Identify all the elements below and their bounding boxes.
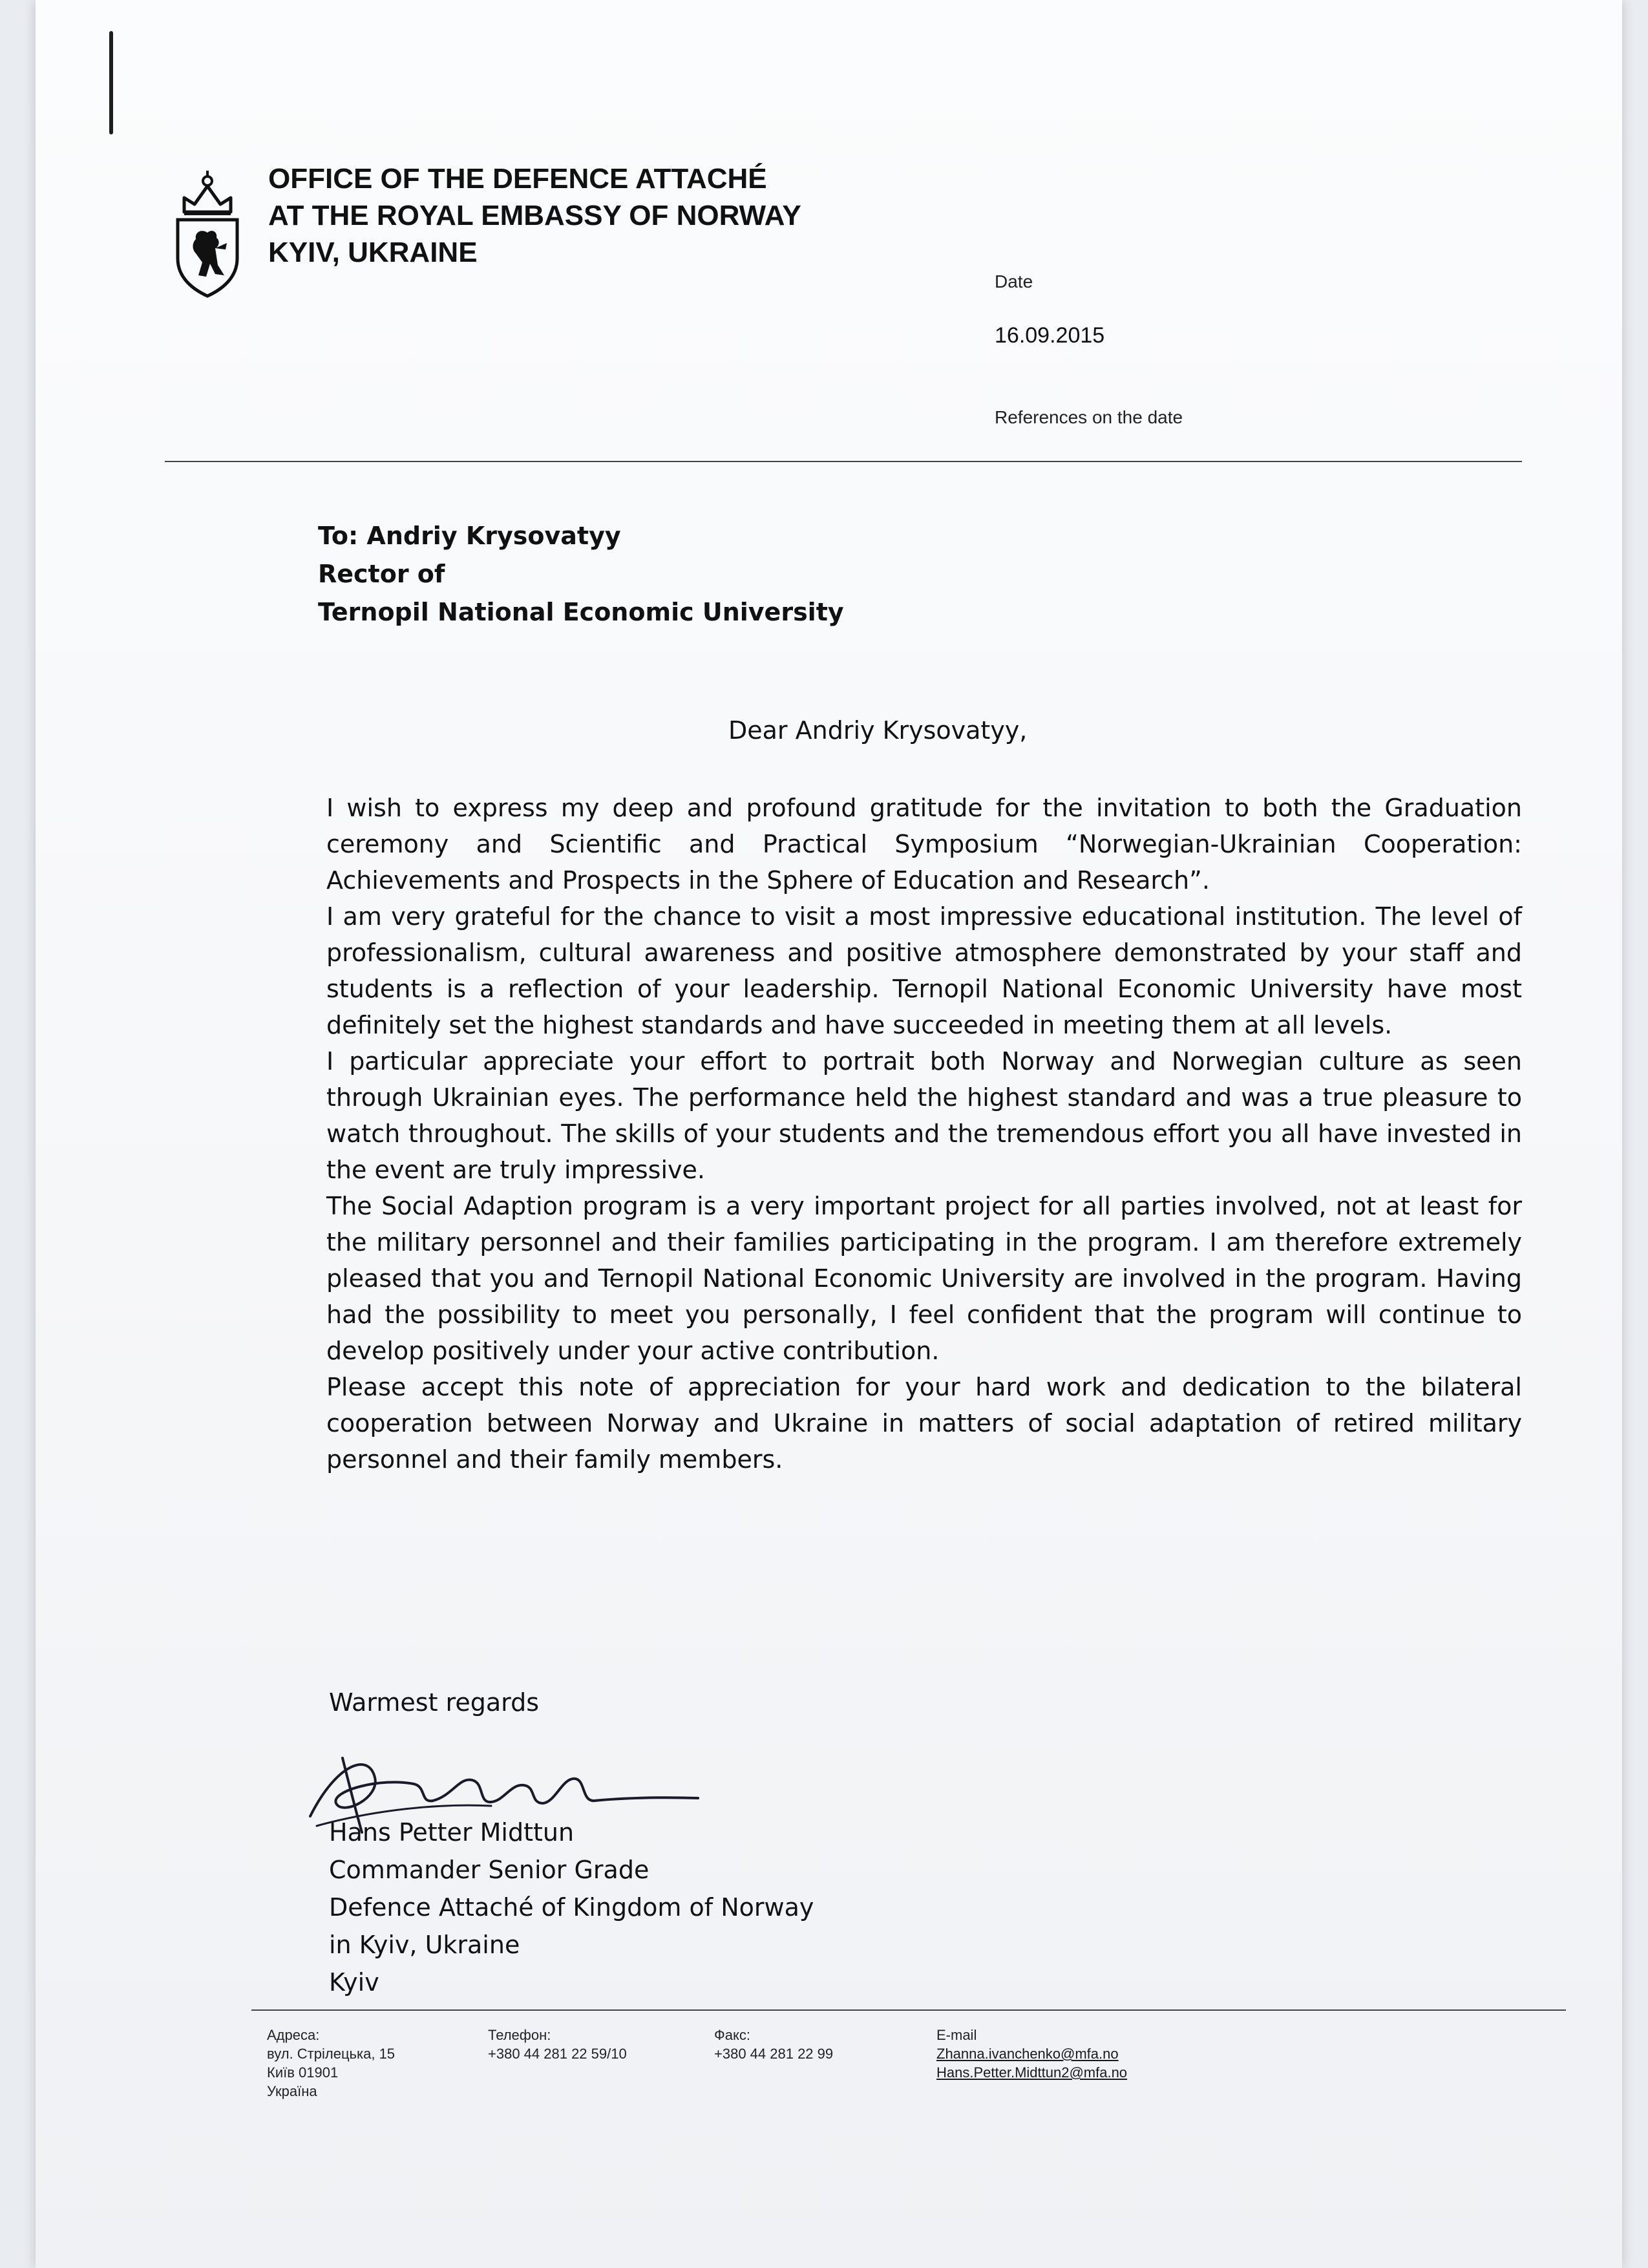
body-paragraph: Please accept this note of appreciation for your hard work and dedication to the bilateral cooperation between Norway and Ukraine in matters of social adaptation of retired military personnel and their family members.	[326, 1373, 1522, 1474]
recipient-block	[318, 517, 844, 631]
letterhead-line: OFFICE OF THE DEFENCE ATTACHÉ	[268, 163, 767, 195]
body-paragraph: I wish to express my deep and profound gratitude for the invitation to both the Graduation ceremony and Scientific and Practical Symposium “Norwegian-Ukrainian Cooperation: Achievements and Prospects in the Sphere of Education and Research”.	[326, 794, 1522, 895]
address-label: Адреса:	[267, 2027, 320, 2043]
salutation: Dear Andriy Krysovatyy,	[728, 716, 1028, 745]
address-line: Україна	[267, 2083, 317, 2099]
footer-phone	[488, 2026, 627, 2063]
letterhead-line: AT THE ROYAL EMBASSY OF NORWAY	[268, 200, 801, 231]
body-paragraph: The Social Adaption program is a very important project for all parties involved, not at least for the military personnel and their families participating in the program. I am therefore extremely pleased that you and Ternopil National Economic University are involved in the program. Having had the possibility to meet you personally, I feel confident that the program will continue to develop positively under your active contribution.	[326, 1192, 1522, 1365]
footer-email	[936, 2026, 1127, 2082]
footer-address	[267, 2026, 395, 2101]
signer-block	[329, 1814, 814, 2001]
fax-label: Факс:	[714, 2027, 750, 2043]
signer-title: Defence Attaché of Kingdom of Norway	[329, 1893, 814, 1922]
letterhead	[268, 160, 801, 271]
letter-body	[326, 790, 1522, 1478]
phone-value: +380 44 281 22 59/10	[488, 2046, 627, 2062]
address-line: Київ 01901	[267, 2064, 339, 2081]
scan-edge-mark	[109, 31, 113, 134]
email-link[interactable]: Hans.Petter.Midttun2@mfa.no	[936, 2064, 1128, 2081]
body-paragraph: I particular appreciate your effort to portrait both Norway and Norwegian culture as seen through Ukrainian eyes. The performance held the highest standard and was a true pleasure to watch throughout. The skills of your students and the tremendous effort you all have invested in the event are truly impressive.	[326, 1047, 1522, 1184]
letterhead-line: KYIV, UKRAINE	[268, 237, 478, 268]
footer-divider	[251, 2009, 1566, 2011]
footer-fax	[714, 2026, 833, 2063]
norway-coat-of-arms-icon	[173, 167, 242, 299]
date-value: 16.09.2015	[995, 323, 1105, 348]
closing: Warmest regards	[329, 1688, 540, 1717]
header-divider	[165, 461, 1522, 462]
address-line: вул. Стрілецька, 15	[267, 2046, 396, 2062]
email-label: E-mail	[936, 2027, 977, 2043]
fax-value: +380 44 281 22 99	[714, 2046, 834, 2062]
signer-rank: Commander Senior Grade	[329, 1856, 650, 1884]
date-label: Date	[995, 271, 1033, 291]
body-paragraph: I am very grateful for the chance to visit a most impressive educational institution. The level of professionalism, cultural awareness and positive atmosphere demonstrated by your staff and students is a reflection of your leadership. Ternopil National Economic University have most definitely set the highest standards and have succeeded in meeting them at all levels.	[326, 902, 1522, 1039]
signer-city: Kyiv	[329, 1968, 379, 1997]
phone-label: Телефон:	[488, 2027, 551, 2043]
signer-name: Hans Petter Midttun	[329, 1818, 575, 1847]
email-link[interactable]: Zhanna.ivanchenko@mfa.no	[936, 2046, 1119, 2062]
recipient-name: To: Andriy Krysovatyy	[318, 522, 621, 550]
recipient-institution: Ternopil National Economic University	[318, 598, 844, 626]
letter-page	[36, 0, 1622, 2268]
references-label: References on the date	[995, 407, 1183, 427]
signer-location: in Kyiv, Ukraine	[329, 1931, 520, 1959]
recipient-role: Rector of	[318, 560, 445, 588]
